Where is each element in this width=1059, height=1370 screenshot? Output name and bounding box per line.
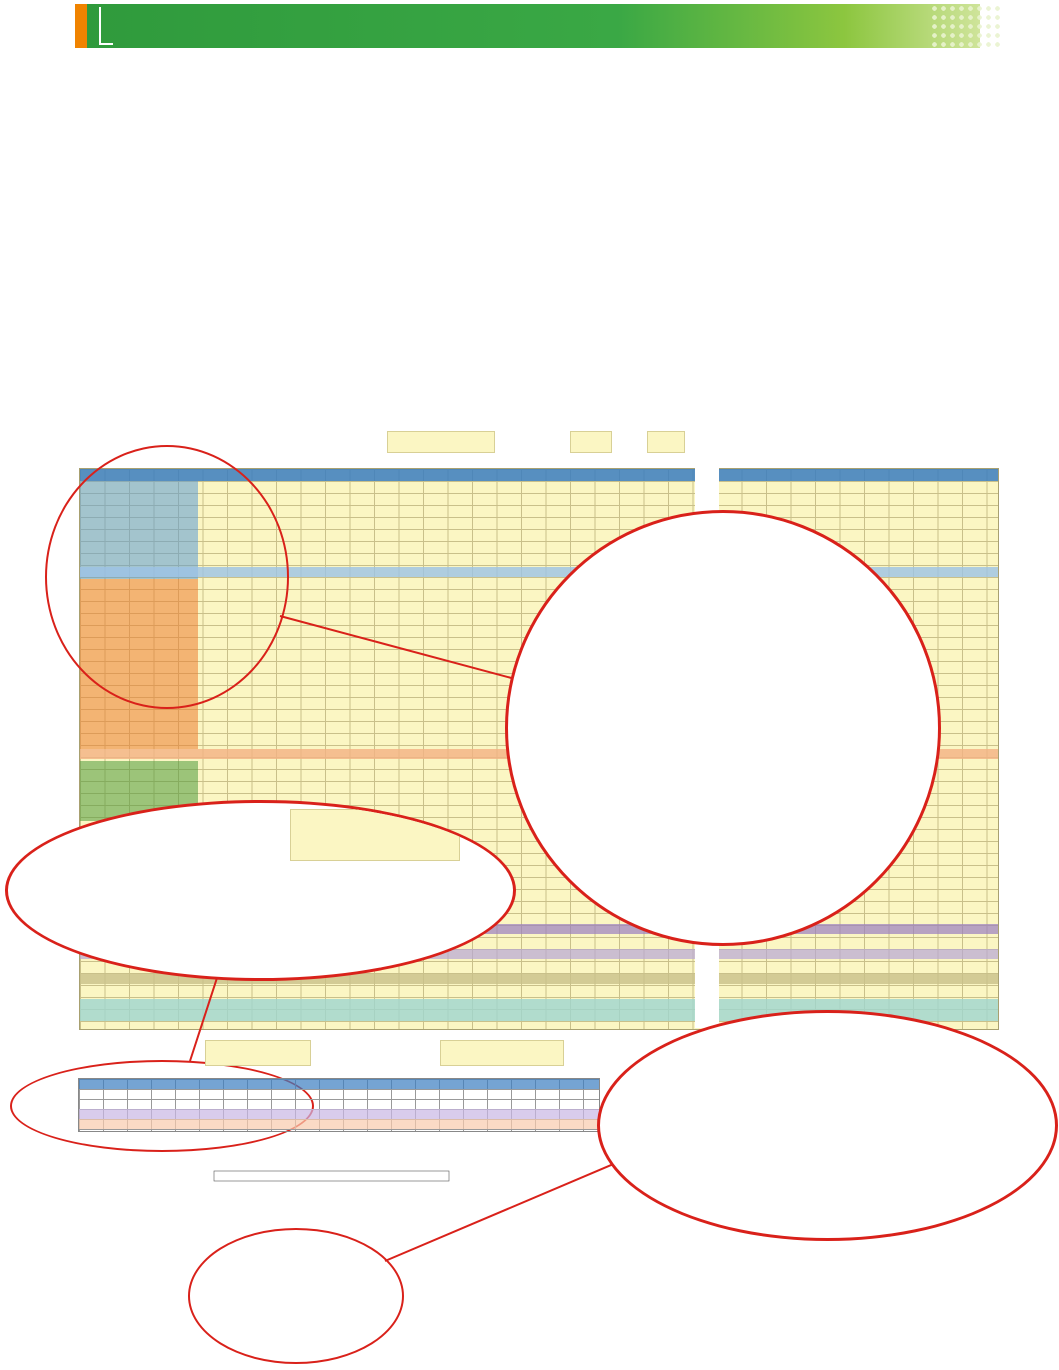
zoom-chart xyxy=(597,1010,1058,1241)
built-year-field[interactable] xyxy=(570,431,612,453)
zoom-fund-table xyxy=(5,800,516,981)
zoom-chart-svg xyxy=(600,1013,1055,1238)
built-month-field[interactable] xyxy=(647,431,685,453)
fund-value[interactable] xyxy=(205,1040,311,1066)
header-dot-pattern xyxy=(930,4,1000,48)
mansion-name-field[interactable] xyxy=(387,431,495,453)
highlight-circle-items xyxy=(45,445,289,709)
carry-value[interactable] xyxy=(440,1040,564,1066)
zoom-items-table xyxy=(505,510,941,946)
zoom-fund-value xyxy=(290,809,460,861)
fund-summary-grid xyxy=(78,1078,600,1132)
section-header xyxy=(75,4,980,48)
header-accent-bar xyxy=(75,4,87,48)
section-title xyxy=(99,7,113,45)
